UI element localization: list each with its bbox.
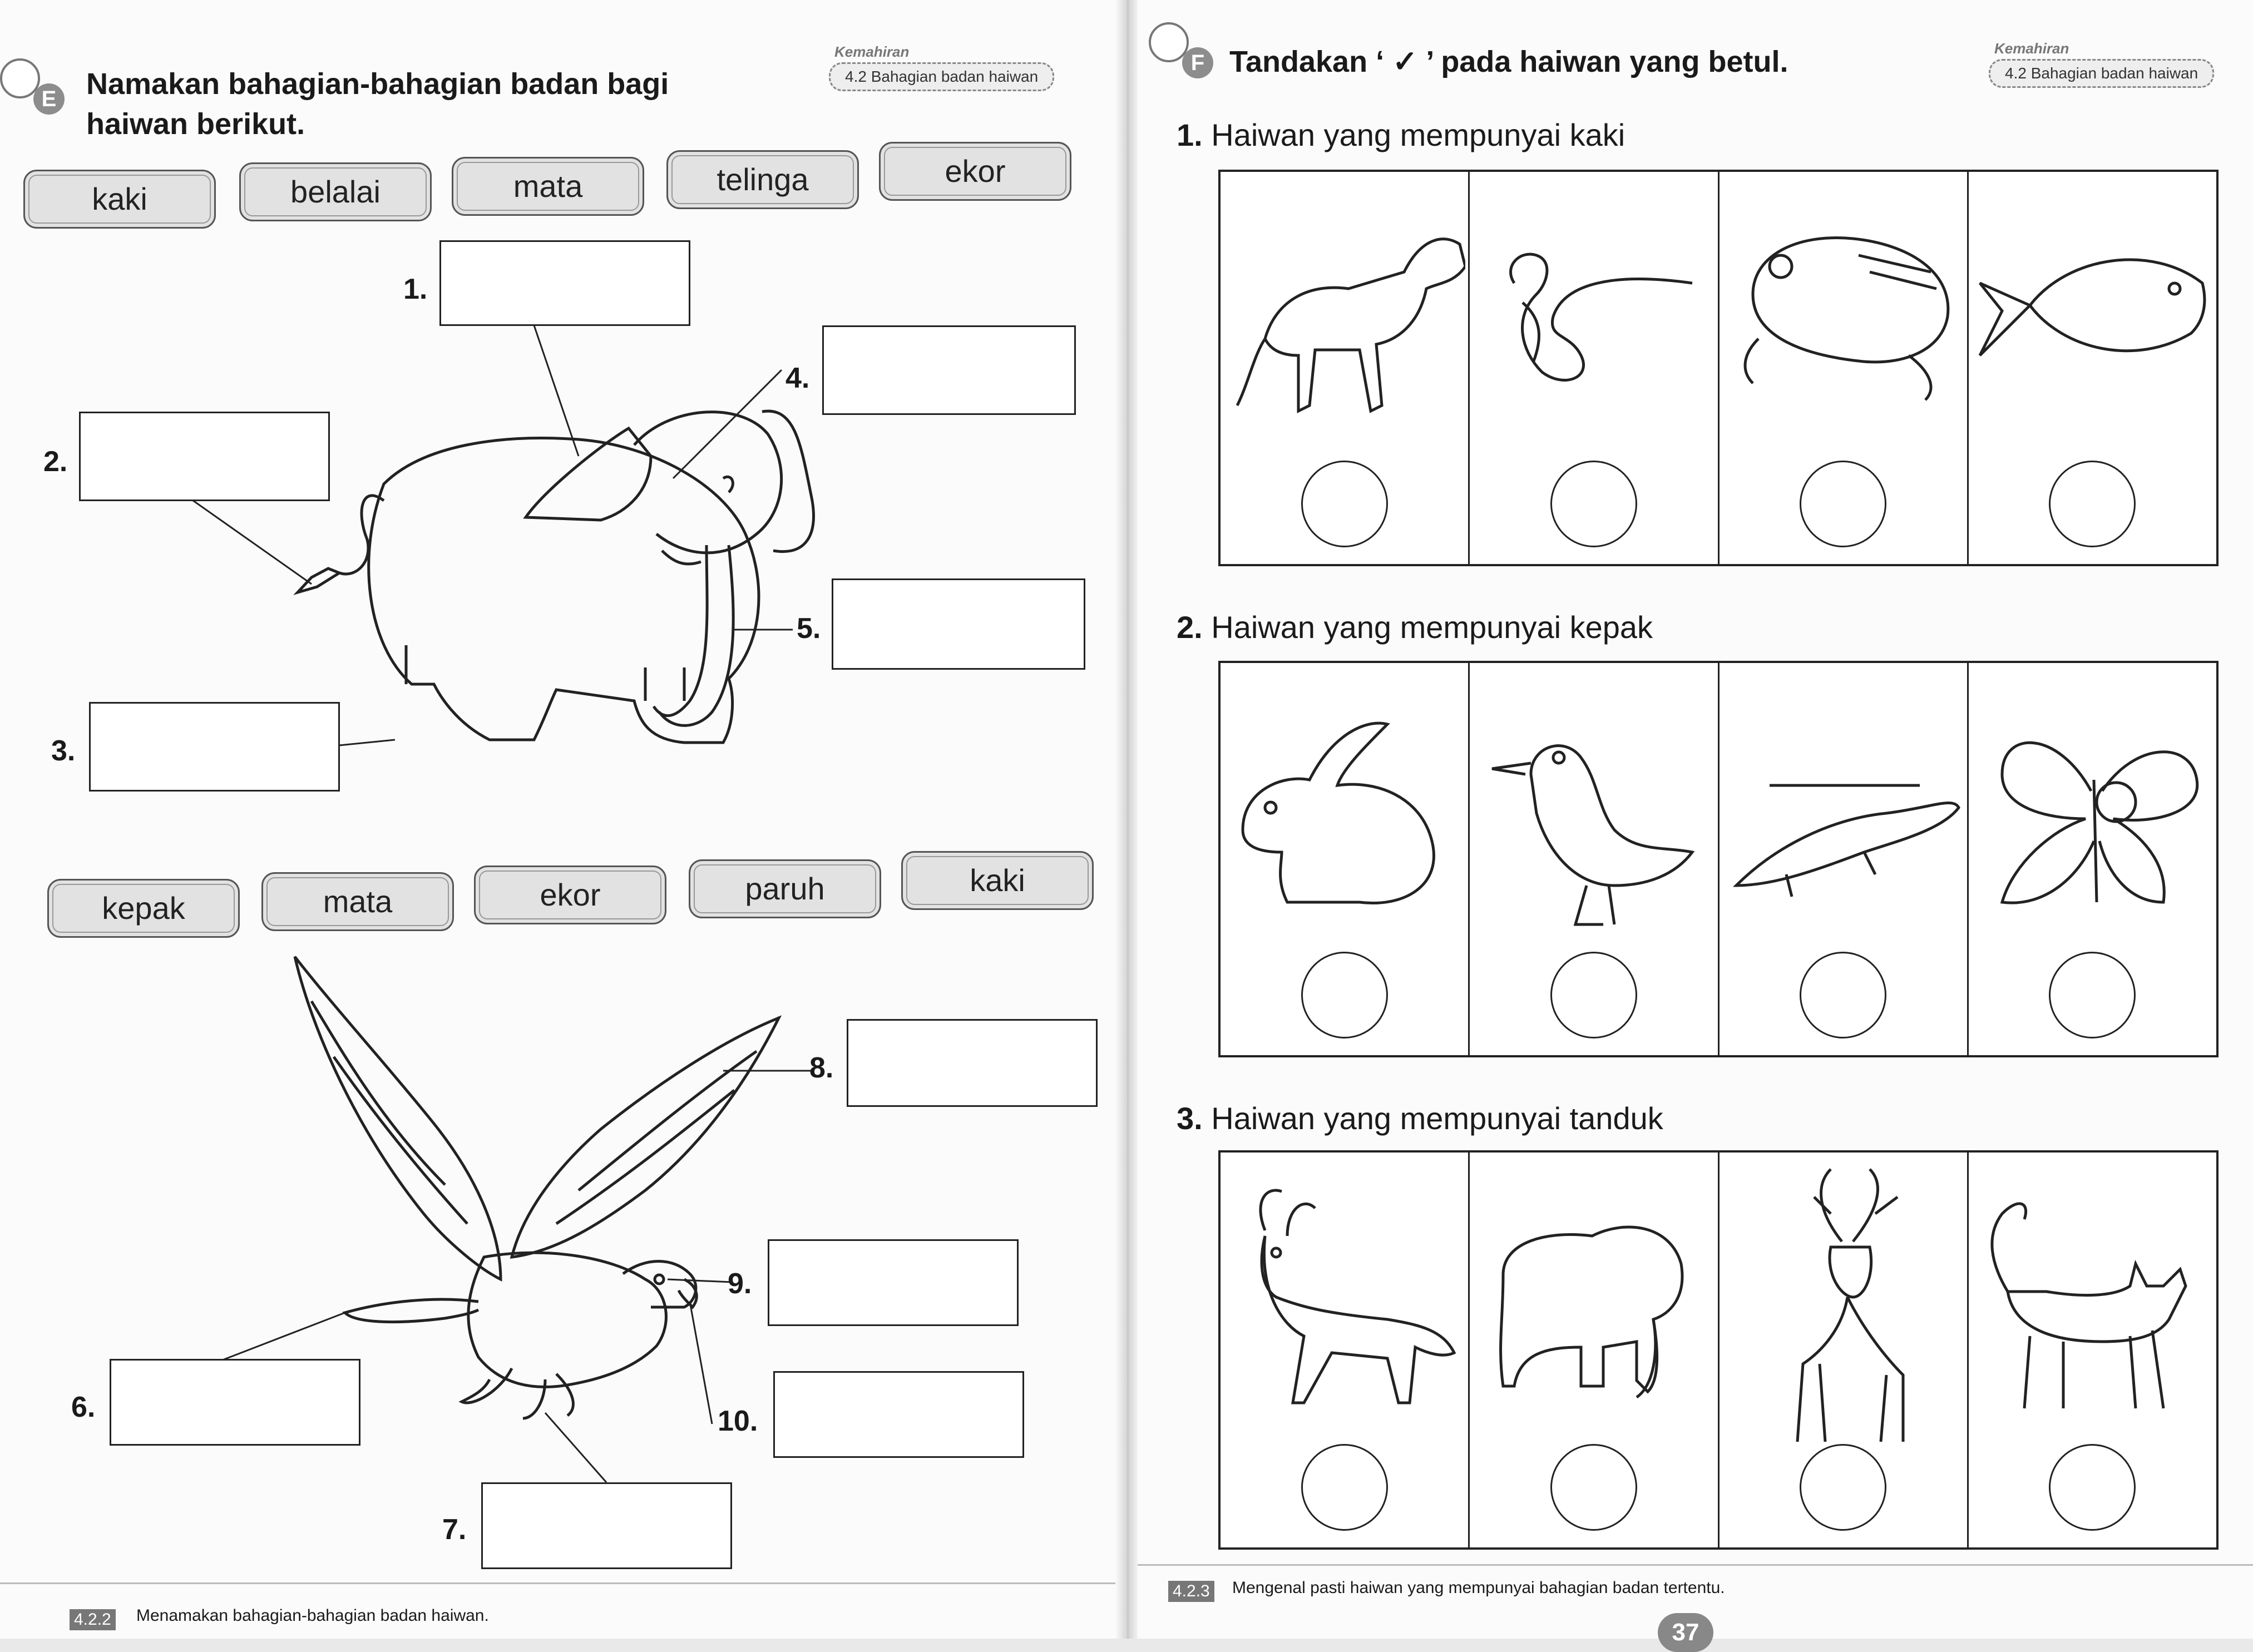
eagle-talons [462,1368,573,1418]
tick-circle[interactable] [1800,1444,1886,1531]
question-number: 3. [1177,1101,1203,1136]
skill-tag: 4.2 Bahagian badan haiwan [829,62,1054,91]
animal-card[interactable] [1470,1153,1719,1547]
footer-rule [0,1582,1118,1584]
exercise-title-e [86,64,669,144]
label-2: 2. [43,446,68,478]
label-1: 1. [403,273,428,305]
label-3: 3. [51,735,76,767]
tick-circle[interactable] [1550,461,1637,547]
elephant-icon [1470,1153,1715,1442]
section-badge-f: F [1182,47,1213,78]
animal-card[interactable] [1470,663,1719,1055]
horse-icon [1221,172,1465,461]
goat-icon [1221,1153,1465,1442]
elephant-ear-left [526,428,651,520]
question-3 [1177,1100,1663,1136]
word-chip: mata [261,872,454,931]
elephant-ear-right [762,411,813,551]
leader-line-1 [534,325,579,456]
word-chip: kaki [23,170,216,229]
leader-line-3 [339,740,395,745]
deer-icon [1720,1153,1964,1442]
tick-circle[interactable] [1800,952,1886,1038]
animal-card[interactable] [1221,1153,1470,1547]
bird-icon [1470,663,1715,952]
label-8: 8. [809,1052,834,1084]
tick-circle[interactable] [2049,461,2136,547]
cat-icon [1969,1153,2214,1442]
leader-line-6 [223,1313,345,1360]
exercise-title-f: Tandakan ‘ ✓ ’ pada haiwan yang betul. [1229,45,1788,78]
tick-circle[interactable] [1301,952,1388,1038]
footer-text: Menamakan bahagian-bahagian badan haiwan. [136,1606,489,1625]
leader-line-4 [673,370,782,478]
animal-card[interactable] [1969,172,2216,564]
worksheet-page-left [0,0,1118,1639]
question-text: Haiwan yang mempunyai tanduk [1211,1101,1663,1136]
question-1 [1177,117,1625,153]
tick-circle[interactable] [1301,1444,1388,1531]
label-6: 6. [71,1391,96,1423]
word-chip: kepak [47,879,240,938]
answer-box-2[interactable] [79,412,330,501]
animal-card[interactable] [1969,663,2216,1055]
footer-text: Mengenal pasti haiwan yang mempunyai bahagian badan tertentu. [1232,1579,1725,1597]
tick-circle[interactable] [1550,952,1637,1038]
word-chip: mata [452,157,644,216]
word-chip: paruh [689,859,881,918]
page-number: 37 [1658,1613,1713,1652]
answer-box-7[interactable] [481,1482,732,1569]
butterfly-icon [1969,663,2214,952]
leader-line-10 [690,1302,712,1424]
answer-box-3[interactable] [89,702,340,792]
question-number: 2. [1177,610,1203,645]
eagle-eye [655,1275,664,1284]
elephant-trunk [654,545,733,725]
rabbit-icon [1221,663,1465,952]
label-10: 10. [718,1405,758,1437]
word-chip: telinga [666,150,859,209]
snake-icon [1470,172,1715,461]
eagle-wing-left [295,957,501,1279]
question-text: Haiwan yang mempunyai kaki [1211,117,1625,152]
answer-box-1[interactable] [439,240,690,326]
skill-tag-header: Kemahiran [1994,40,2069,57]
answer-grid-1 [1218,170,2219,566]
label-7: 7. [442,1513,467,1546]
title-line-2: haiwan berikut. [86,107,305,141]
animal-card[interactable] [1470,172,1719,564]
leader-line-7 [545,1413,606,1482]
answer-grid-3 [1218,1150,2219,1550]
word-chip: kaki [901,851,1094,910]
eagle-body [468,1253,666,1387]
book-spine [1115,0,1140,1639]
animal-card[interactable] [1720,1153,1969,1547]
answer-box-6[interactable] [110,1359,360,1446]
question-2 [1177,609,1653,645]
label-4: 4. [785,362,810,394]
tick-circle[interactable] [1550,1444,1637,1531]
elephant-eye [723,477,733,492]
animal-card[interactable] [1720,663,1969,1055]
crocodile-icon [1720,663,1964,952]
answer-box-5[interactable] [832,578,1085,670]
footer-code: 4.2.3 [1168,1581,1214,1602]
animal-card[interactable] [1720,172,1969,564]
worksheet-page-right [1138,0,2253,1646]
answer-box-9[interactable] [768,1239,1019,1326]
tick-circle[interactable] [1800,461,1886,547]
tick-circle[interactable] [2049,1444,2136,1531]
leader-line-9 [668,1279,732,1282]
question-text: Haiwan yang mempunyai kepak [1211,610,1653,645]
skill-tag-header: Kemahiran [834,43,910,60]
frog-icon [1720,172,1964,461]
eagle-tail [345,1299,478,1322]
question-number: 1. [1177,117,1203,152]
animal-card[interactable] [1221,663,1470,1055]
leader-line-2 [189,498,312,584]
word-chip: belalai [239,162,432,221]
animal-card[interactable] [1969,1153,2216,1547]
title-line-1: Namakan bahagian-bahagian badan bagi [86,67,669,101]
footer-rule [1138,1564,2253,1566]
answer-grid-2 [1218,661,2219,1057]
elephant-head [634,412,782,553]
animal-card[interactable] [1221,172,1470,564]
word-chip: ekor [474,865,666,924]
answer-box-4[interactable] [822,325,1076,415]
answer-box-8[interactable] [847,1019,1098,1107]
elephant-tail-tuft [298,568,339,592]
fish-icon [1969,172,2214,461]
footer-code: 4.2.2 [70,1609,116,1630]
label-9: 9. [728,1268,752,1300]
label-5: 5. [797,612,821,645]
skill-tag: 4.2 Bahagian badan haiwan [1989,59,2214,88]
word-chip: ekor [879,142,1071,201]
elephant-body [369,438,759,743]
answer-box-10[interactable] [773,1371,1024,1458]
tick-circle[interactable] [1301,461,1388,547]
tick-circle[interactable] [2049,952,2136,1038]
section-badge-e: E [33,83,65,115]
